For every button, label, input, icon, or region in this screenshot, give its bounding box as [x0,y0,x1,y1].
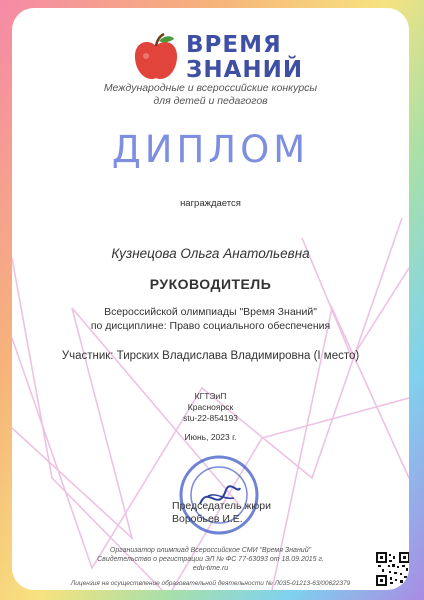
subtitle-line-1: Международные и всероссийские конкурсы [103,82,318,94]
diploma-code: stu-22-854193 [183,413,238,423]
olympiad-line-2: по дисциплине: Право социального обеспечения [90,320,331,332]
diploma-frame [12,8,409,590]
recipient-name: Кузнецова Ольга Анатольевна [111,246,310,261]
footer-line-3: edu-time.ru [192,565,229,572]
subtitle-line-2: для детей и педагогов [153,95,268,107]
olympiad-line-1: Всероссийской олимпиады "Время Знаний" [104,306,317,318]
signature-role: Председатель жюри [172,500,272,512]
apple-logo-icon [130,32,182,84]
issue-date: Июнь, 2023 г. [184,432,237,442]
diploma-title: ДИПЛОМ [111,128,310,171]
brand-logo [130,30,304,88]
institution-city: Красноярск [187,402,234,412]
signature-name: Воробьев И.Е. [172,513,243,525]
footer-line-1: Организатор олимпиад Всероссийское СМИ "Время Знаний" [109,547,312,554]
institution-name: КГТЭиП [194,391,227,401]
recipient-role: РУКОВОДИТЕЛЬ [149,276,272,292]
logo-text-top: ВРЕМЯ [186,32,282,58]
awarded-label: награждается [180,198,241,209]
signature-block [172,500,271,526]
qr-code-icon [376,552,409,586]
participant-line: Участник: Тирских Владислава Владимировна (I место) [61,350,360,362]
footer-line-4: Лицензия на осуществление образовательной деятельности № Л035-01213-63/00622379 [70,580,351,587]
logo-text-bottom: ЗНАНИЙ [186,57,304,83]
footer-line-2: Свидетельство о регистрации ЭЛ № ФС 77-63093 от 18.09.2015 г. [97,556,324,563]
